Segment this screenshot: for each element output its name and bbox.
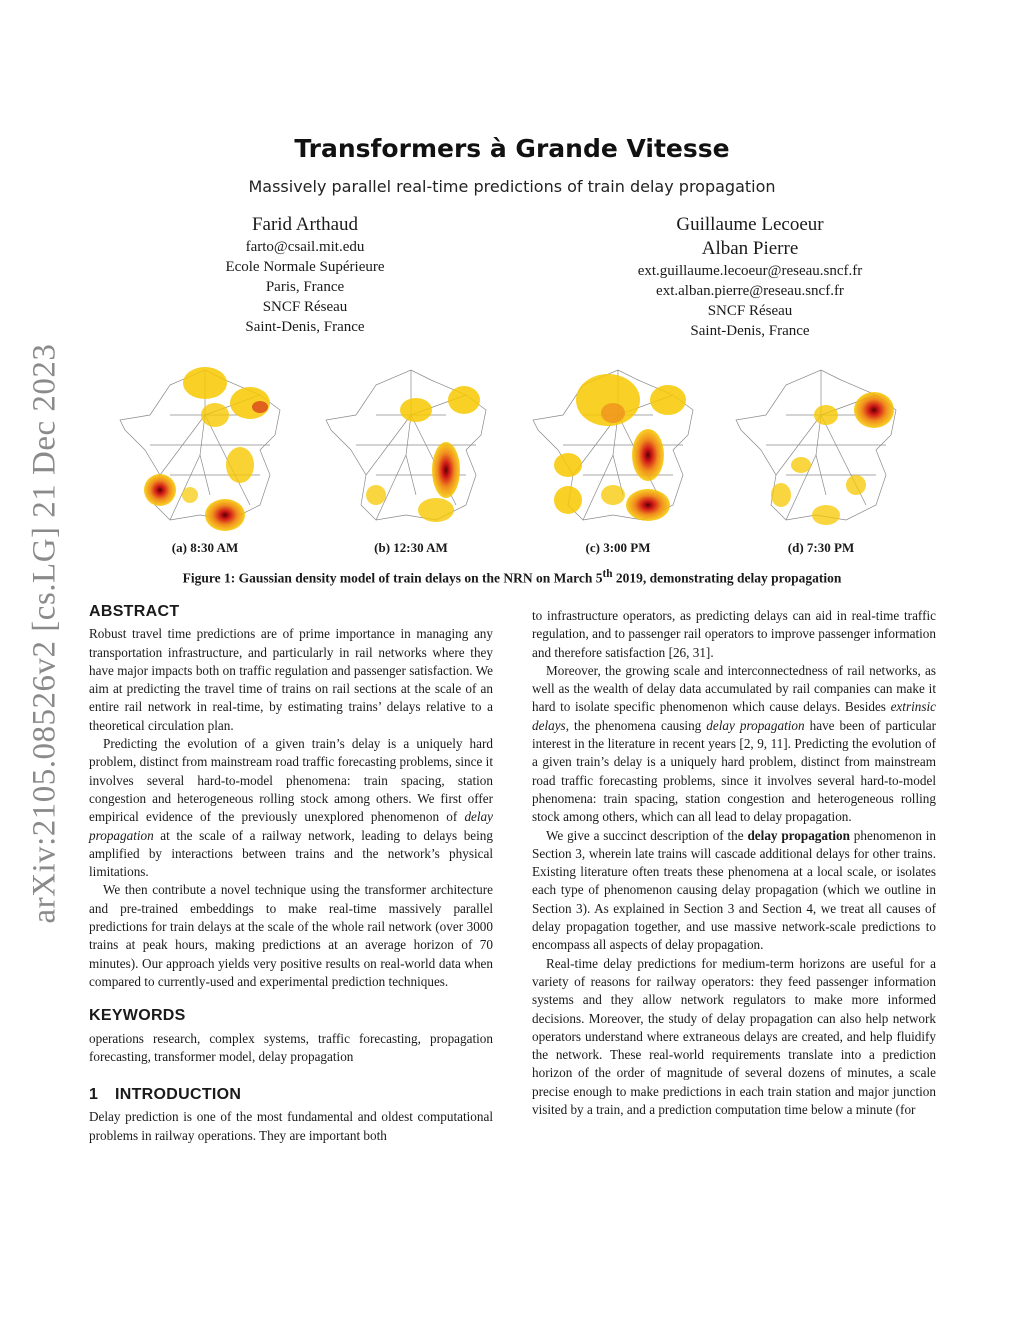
author-block-right (575, 213, 925, 341)
arxiv-stamp: arXiv:2105.08526v2 [cs.LG] 21 Dec 2023 (26, 343, 63, 924)
delay-heatmap-c (523, 355, 713, 535)
body-paragraph: Real-time delay predictions for medium-term horizons are useful for a variety of reasons for railway operators: they feed passenger information systems and they allow network regulators to make more informed decisions. Moreover, the study of delay propagation can also help network operators understand where extraneous delays are created, and help fluidify the network. These real-world requirements translate into a prediction horizon of the order of magnitude of several dozens of minutes, a scale precise enough to make predictions in each train station and major junction visited by a train, and a prediction computation time below a minute (for (532, 955, 936, 1118)
author-email: farto@csail.mit.edu (245, 239, 365, 255)
right-column (532, 607, 936, 1119)
author-name: Alban Pierre (701, 238, 799, 259)
left-column (89, 603, 493, 1145)
section-heading-keywords: KEYWORDS (89, 1007, 186, 1025)
figure-panel-d (726, 355, 916, 535)
delay-heatmap-a (110, 355, 300, 535)
delay-density-blobs (366, 386, 480, 522)
abstract-paragraph: We then contribute a novel technique using the transformer architecture and pre-trained embeddings to make real-time massively parallel predictions for train delays at the scale of the whole rail network (over 3000 trains at peak hours, making predictions at an average horizon of 70 minutes). Our approach yields very positive results on real-world data when compared to currently-used and experimental prediction techniques. (89, 882, 493, 989)
figure-caption: Figure 1: Gaussian density model of train delays on the NRN on March 5th 2019, demonstrating delay propagation (182, 568, 842, 586)
author-affiliation: SNCF Réseau (707, 303, 793, 319)
delay-density-blobs (144, 367, 270, 531)
author-location: Paris, France (265, 279, 345, 295)
body-paragraph: Moreover, the growing scale and interconnectedness of rail networks, as well as the wealth of delay data accumulated by rail companies can make it hard to isolate specific phenomenon which cause delays. Besides extrinsic delays, the phenomena causing delay propagation have been of particular interest in the literature in recent years [2, 9, 11]. Predicting the evolution of a given train’s delay is a uniquely hard problem, distinct from mainstream road traffic forecasting problems, since it involves several hard-to-model phenomena: train spacing, station congestion and heterogeneous rolling stock among others, which can all lead to delay propagation. (532, 662, 937, 825)
abstract-paragraph: Robust travel time predictions are of prime importance in managing any transportation infrastructure, and particularly in rail networks where they have major impacts both on traffic regulation and passenger satisfaction. We aim at predicting the travel time of trains on rail sections at the scale of an entire rail network in real-time, by estimating trains’ delays relative to a theoretical circulation plan. (89, 626, 493, 733)
body-paragraph: to infrastructure operators, as predicting delays can aid in real-time traffic regulation, and to passenger rail operators to improve passenger information and therefore satisfaction [26, 31]. (532, 608, 936, 660)
figure-panel-label: (b) 12:30 AM (374, 540, 448, 555)
figure-panel-label: (a) 8:30 AM (171, 540, 239, 555)
paper-subtitle: Massively parallel real-time predictions of train delay propagation (248, 177, 776, 196)
paper-title: Transformers à Grande Vitesse (294, 134, 730, 163)
author-email: ext.guillaume.lecoeur@reseau.sncf.fr (637, 263, 863, 279)
body-paragraph: We give a succinct description of the delay propagation phenomenon in Section 3, wherein late trains will cascade additional delays for other trains. Existing literature often treats these phenomena at a local scale, or isolates each type of phenomenon causing delay propagation (which we outline in Section 3). As explained in Section 3 and Section 4, we treat all causes of delay propagation together, and use massive network-scale predictions to encompass all aspects of delay propagation. (532, 827, 937, 953)
section-heading-abstract: ABSTRACT (89, 603, 180, 620)
keywords-text: operations research, complex systems, traffic forecasting, propagation forecasting, transformer model, delay propagation (89, 1030, 493, 1064)
author-block-left (180, 213, 430, 337)
section-heading-introduction: 1 INTRODUCTION (89, 1086, 242, 1104)
delay-heatmap-d (726, 355, 916, 535)
author-name: Guillaume Lecoeur (676, 214, 824, 235)
figure-panel-label: (c) 3:00 PM (585, 540, 651, 555)
intro-paragraph: Delay prediction is one of the most fundamental and oldest computational problems in railway operations. They are important both (89, 1109, 493, 1143)
delay-density-blobs (554, 374, 686, 521)
figure-panel-label: (d) 7:30 PM (787, 540, 855, 555)
figure-panel-c (523, 355, 713, 535)
author-affiliation: SNCF Réseau (262, 299, 348, 315)
abstract-paragraph: Predicting the evolution of a given train’s delay is a uniquely hard problem, distinct from mainstream road traffic forecasting problems, since it involves several hard-to-model phenomena: train spacing, station congestion and heterogeneous rolling stock among others. We first offer empirical evidence of the previously unexplored phenomenon of delay propagation at the scale of a railway network, leading to delays being amplified by interactions between trains and the network’s physical limitations. (89, 736, 493, 880)
author-affiliation: Ecole Normale Supérieure (225, 259, 385, 275)
author-location: Saint-Denis, France (690, 323, 810, 339)
figure-panel-b (316, 355, 506, 535)
figure-panel-a (110, 355, 300, 535)
author-location: Saint-Denis, France (245, 319, 365, 335)
delay-heatmap-b (316, 355, 506, 535)
author-email: ext.alban.pierre@reseau.sncf.fr (656, 283, 844, 299)
author-name: Farid Arthaud (251, 214, 359, 235)
